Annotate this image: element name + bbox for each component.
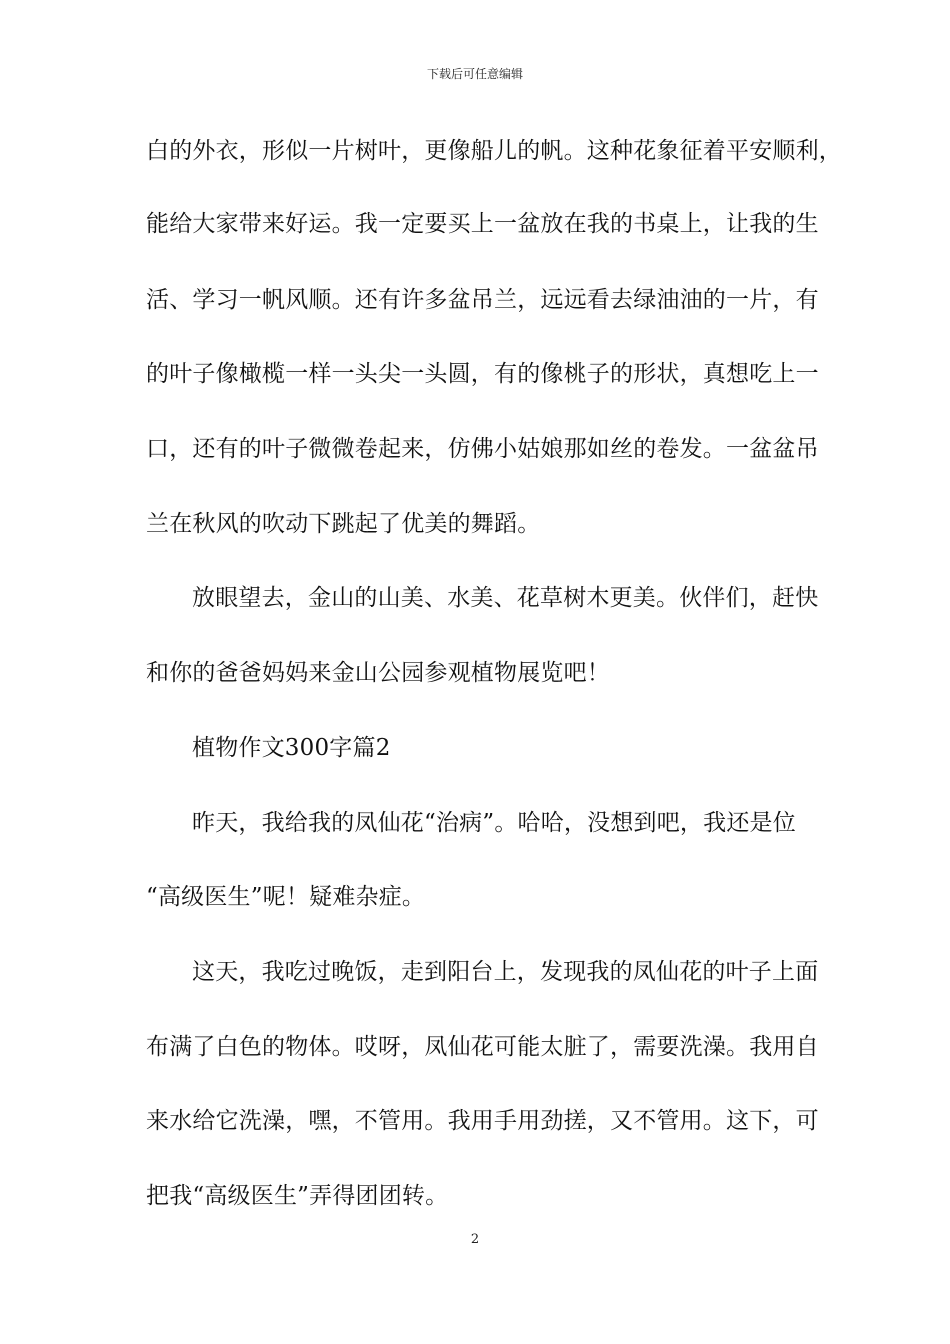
page-number: 2: [470, 1232, 480, 1247]
text-line: 白的外衣，形似一片树叶，更像船儿的帆。这种花象征着平安顺利，: [146, 138, 842, 164]
text-line: “高级医生”呢！疑难杂症。: [146, 884, 426, 910]
text-line: 这天，我吃过晚饭，走到阳台上，发现我的凤仙花的叶子上面: [192, 959, 819, 985]
page-header: 下载后可任意编辑: [426, 67, 523, 81]
text-line: 来水给它洗澡，嘿，不管用。我用手用劲搓，又不管用。这下，可: [146, 1108, 819, 1134]
text-line: 和你的爸爸妈妈来金山公园参观植物展览吧！: [146, 660, 610, 686]
text-line: 兰在秋风的吹动下跳起了优美的舞蹈。: [146, 511, 541, 537]
text-line: 口，还有的叶子微微卷起来，仿佛小姑娘那如丝的卷发。一盆盆吊: [146, 436, 819, 462]
text-line: 能给大家带来好运。我一定要买上一盆放在我的书桌上，让我的生: [146, 211, 819, 237]
text-line: 昨天，我给我的凤仙花“治病”。哈哈，没想到吧，我还是位: [192, 810, 796, 836]
text-line: 的叶子像橄榄一样一头尖一头圆，有的像桃子的形状，真想吃上一: [146, 361, 819, 387]
text-line: 放眼望去，金山的山美、水美、花草树木更美。伙伴们，赶快: [192, 585, 819, 611]
text-line: 布满了白色的物体。哎呀，凤仙花可能太脏了，需要洗澡。我用自: [146, 1034, 819, 1060]
section-heading: 植物作文300字篇2: [192, 735, 391, 761]
text-line: 把我“高级医生”弄得团团转。: [146, 1183, 449, 1209]
text-line: 活、学习一帆风顺。还有许多盆吊兰，远远看去绿油油的一片，有: [146, 287, 819, 313]
